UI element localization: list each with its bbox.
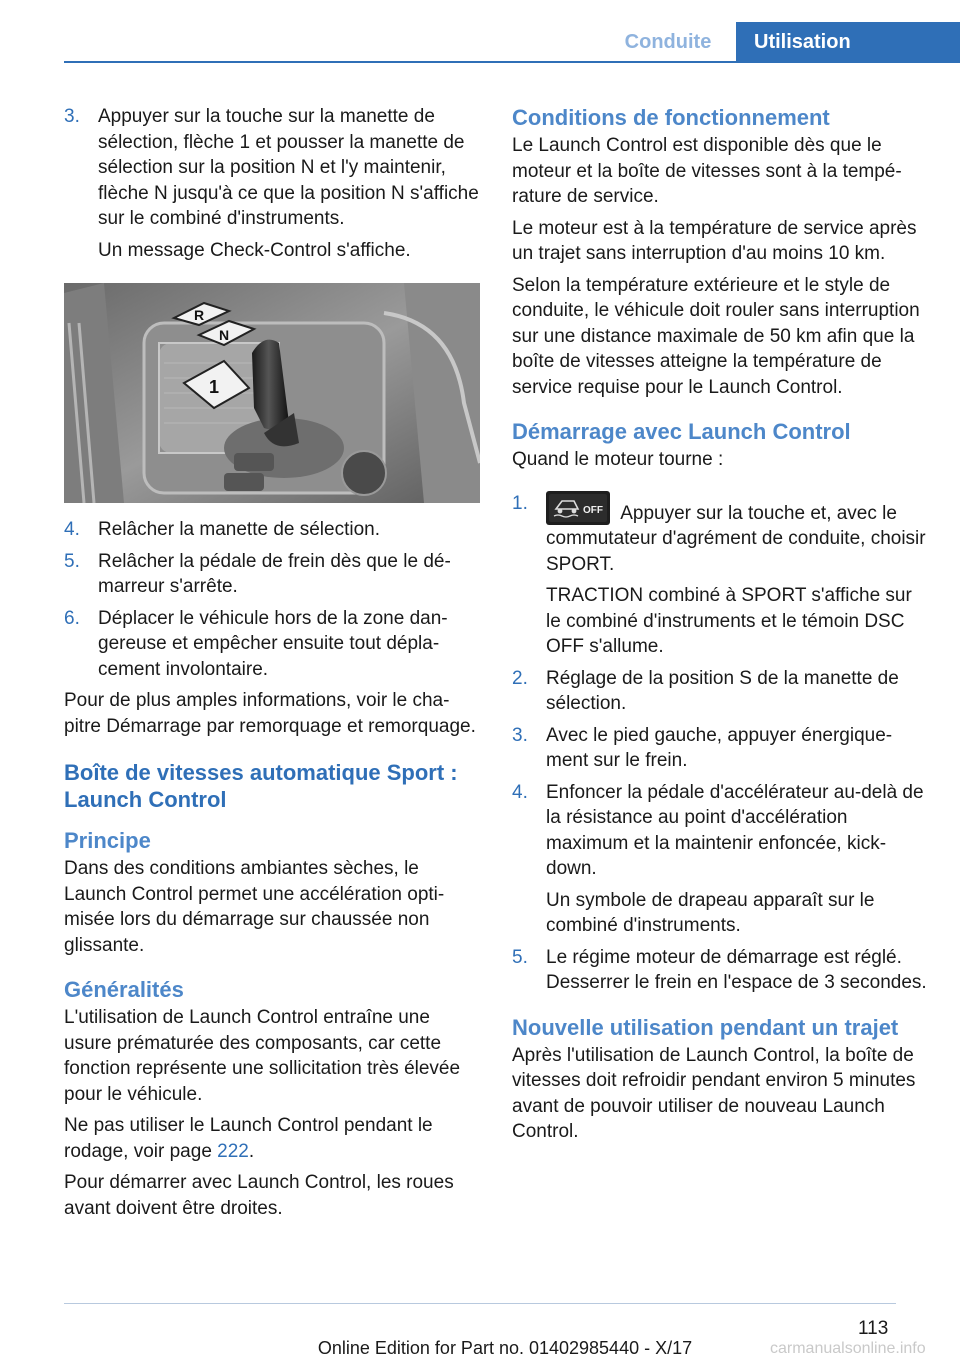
quand-paragraph: Quand le moteur tourne :	[512, 449, 724, 470]
step-number: 3.	[64, 106, 80, 127]
step-4-right	[512, 780, 928, 939]
step-note: Un message Check-Control s'affiche.	[98, 239, 411, 261]
section-tab-conduite[interactable]: Conduite	[624, 30, 712, 53]
paragraph-text: Ne pas utiliser le Launch Control pendant le rodage, voir page	[64, 1115, 433, 1162]
step-number: 6.	[64, 607, 80, 629]
edition-text: Online Edition for Part no. 01402985440 - X/17	[317, 1338, 693, 1358]
step-text-content: Appuyer sur la touche et, avec le commutateur d'agrément de conduite, choisir SPORT.	[546, 502, 926, 575]
step-3-right	[512, 723, 928, 774]
subheading-principe: Principe	[64, 828, 151, 853]
step-number: 5.	[64, 550, 80, 572]
subheading-generalites: Généralités	[64, 977, 184, 1002]
step-number: 4.	[512, 781, 528, 803]
step-text: Relâcher la pédale de frein dès que le démarreur s'arrête.	[98, 550, 451, 597]
header-rule	[64, 61, 960, 63]
generalites-paragraph-3: Pour démarrer avec Launch Control, les roues avant doivent être droites.	[64, 1172, 454, 1219]
step-text	[546, 491, 928, 578]
photo-label-r: R	[194, 307, 205, 323]
step-note: TRACTION combiné à SPORT s'affiche sur le combiné d'instruments et le témoin DSC OFF s'allume.	[546, 585, 912, 657]
step-text: Relâcher la manette de sélection.	[98, 519, 380, 540]
dsc-off-label: OFF	[583, 504, 603, 516]
gear-selector-photo	[64, 283, 480, 503]
step-text: Réglage de la position S de la manette de sélection.	[546, 667, 899, 714]
paragraph-text: .	[248, 1140, 255, 1162]
page-number: 113	[858, 1318, 889, 1339]
left-column	[64, 104, 480, 1227]
photo-label-1: 1	[209, 377, 220, 397]
conditions-paragraph-2: Le moteur est à la température de service après un trajet sans interruption d'au moins 10 km.	[512, 217, 917, 264]
generalites-paragraph-1: L'utilisation de Launch Control entraîne une usure prématurée des composants, car cette fonction représente une sollicitation très élevée pour le véhicule.	[64, 1007, 461, 1105]
step-text: Enfoncer la pédale d'accélérateur au-delà de la résistance au point d'accélération maximum et la maintenir enfoncée, kickdown.	[546, 781, 924, 879]
step-note: Un symbole de drapeau apparaît sur le combiné d'instruments.	[546, 889, 875, 936]
step-text: Avec le pied gauche, appuyer énergiquement sur le frein.	[546, 724, 893, 771]
step-number: 4.	[64, 519, 80, 540]
step-1-right	[512, 491, 928, 660]
subheading-conditions: Conditions de fonctionnement	[512, 105, 830, 130]
info-paragraph: Pour de plus amples informations, voir le chapitre Démarrage par remorquage et remorquage.	[64, 690, 476, 737]
footer-rule	[64, 1303, 896, 1304]
step-number: 3.	[512, 724, 528, 746]
generalites-paragraph-2	[64, 1113, 480, 1164]
step-number: 2.	[512, 667, 528, 689]
right-column	[512, 104, 928, 1151]
conditions-paragraph-1: Le Launch Control est disponible dès que le moteur et la boîte de vitesses sont à la température de service.	[512, 135, 902, 207]
section-heading-launch-control: Boîte de vitesses automatique Sport : Launch Control	[64, 760, 458, 812]
step-number: 1.	[512, 492, 528, 514]
subheading-demarrage: Démarrage avec Launch Control	[512, 419, 851, 444]
nouvelle-paragraph: Après l'utilisation de Launch Control, la boîte de vitesses doit refroidir pendant environ 5 minutes avant de pouvoir utiliser de nouveau Launch Control.	[512, 1044, 916, 1142]
dsc-off-button-icon	[546, 491, 610, 525]
subheading-nouvelle-utilisation: Nouvelle utilisation pendant un trajet	[512, 1014, 899, 1040]
photo-label-n: N	[219, 327, 230, 343]
page-link[interactable]: 222	[217, 1140, 249, 1162]
step-5-left	[64, 549, 480, 600]
step-3-left	[64, 104, 480, 263]
step-number: 5.	[512, 946, 528, 968]
watermark: carmanualsonline.info	[770, 1340, 926, 1357]
step-6-left	[64, 606, 480, 683]
step-text: Appuyer sur la touche sur la manette de sélection, flèche 1 et pousser la manette de sélection sur la position N et l'y maintenir, flèche N jusqu'à ce que la position N s'affiche sur le combiné d'instruments.	[98, 106, 479, 229]
conditions-paragraph-3: Selon la température extérieure et le style de conduite, le véhicule doit rouler sans interruption sur une distance maximale de 50 km afin que la boîte de vitesses atteigne la température de service requise pour le Launch Control.	[512, 274, 920, 398]
step-text: Déplacer le véhicule hors de la zone dangereuse et empêcher ensuite tout déplacement involontaire.	[98, 607, 448, 680]
step-text: Le régime moteur de démarrage est réglé. Desserrer le frein en l'espace de 3 secondes.	[546, 946, 927, 993]
page-header	[0, 0, 960, 64]
step-4-left	[64, 517, 480, 543]
section-tab-utilisation[interactable]: Utilisation	[736, 22, 960, 62]
step-5-right	[512, 945, 928, 996]
principe-paragraph: Dans des conditions ambiantes sèches, le Launch Control permet une accélération optimisée lors du démarrage sur chaussée non glissante.	[64, 858, 445, 956]
step-2-right	[512, 666, 928, 717]
